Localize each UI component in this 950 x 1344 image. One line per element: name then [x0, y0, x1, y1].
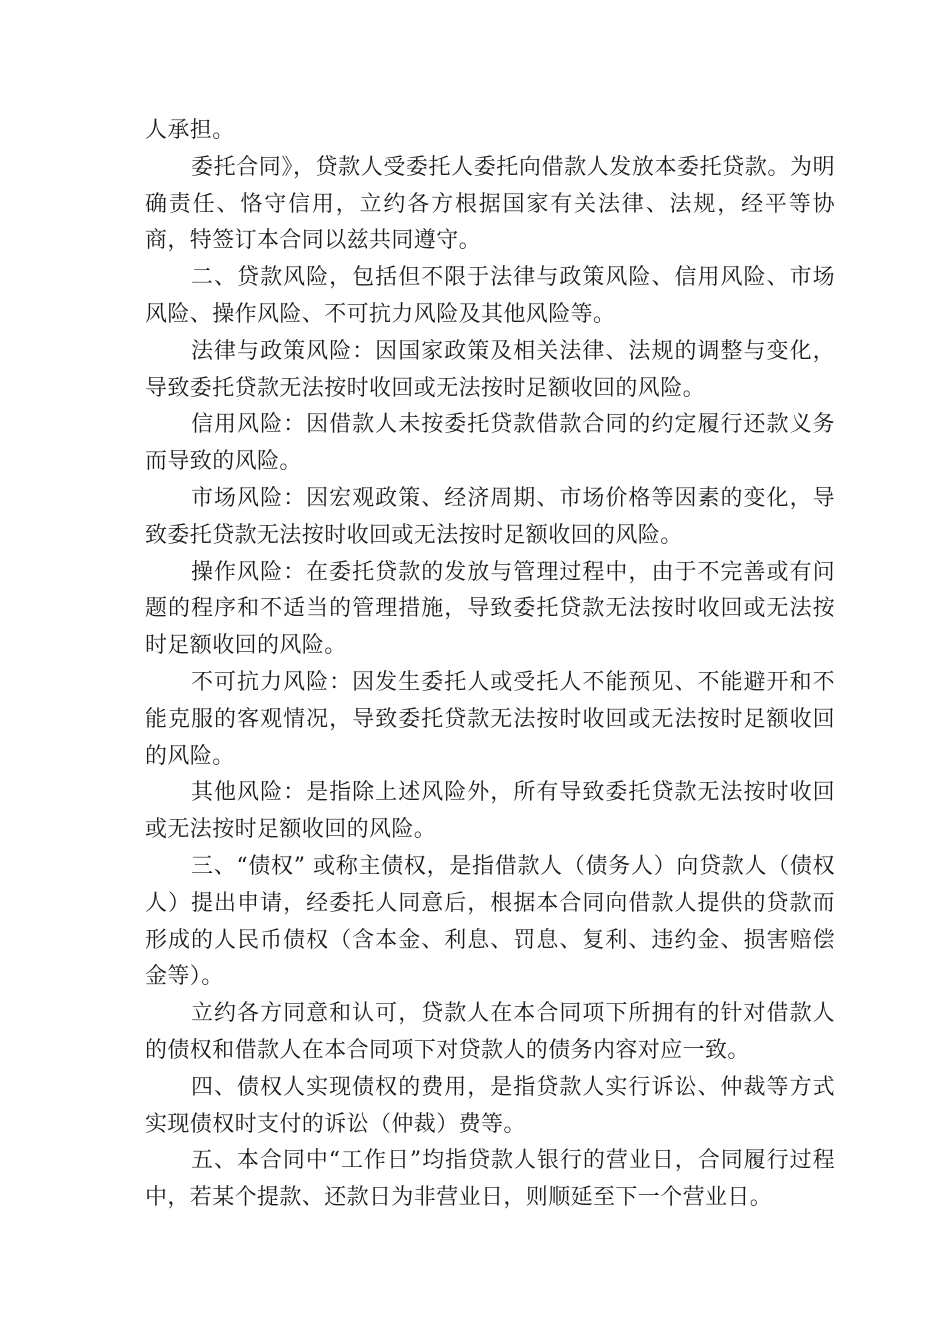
document-page	[145, 113, 835, 1217]
paragraph-market-risk: 市场风险：因宏观政策、经济周期、市场价格等因素的变化，导致委托贷款无法按时收回或无法按时足额收回的风险。	[145, 485, 835, 548]
paragraph-enforcement-costs: 四、债权人实现债权的费用，是指贷款人实行诉讼、仲裁等方式实现债权时支付的诉讼（仲裁）费等。	[145, 1074, 835, 1137]
paragraph-loan-risk: 二、贷款风险，包括但不限于法律与政策风险、信用风险、市场风险、操作风险、不可抗力风险及其他风险等。	[145, 265, 835, 327]
paragraph-continuation: 人承担。	[145, 118, 235, 143]
paragraph-other-risk: 其他风险：是指除上述风险外，所有导致委托贷款无法按时收回或无法按时足额收回的风险。	[145, 780, 835, 843]
paragraph-preamble: 委托合同》，贷款人受委托人委托向借款人发放本委托贷款。为明确责任、恪守信用，立约各方根据国家有关法律、法规，经平等协商，特签订本合同以兹共同遵守。	[145, 154, 835, 254]
paragraph-force-majeure-risk: 不可抗力风险：因发生委托人或受托人不能预见、不能避开和不能克服的客观情况，导致委托贷款无法按时收回或无法按时足额收回的风险。	[145, 669, 835, 769]
paragraph-legal-policy-risk: 法律与政策风险：因国家政策及相关法律、法规的调整与变化，导致委托贷款无法按时收回或无法按时足额收回的风险。	[145, 338, 835, 401]
paragraph-operational-risk: 操作风险：在委托贷款的发放与管理过程中，由于不完善或有问题的程序和不适当的管理措施，导致委托贷款无法按时收回或无法按时足额收回的风险。	[145, 559, 835, 659]
paragraph-creditor-rights: 三、“债权” 或称主债权，是指借款人（债务人）向贷款人（债权人）提出申请，经委托人同意后，根据本合同向借款人提供的贷款而形成的人民币债权（含本金、利息、罚息、复利、违约金、损害赔偿金等）。	[145, 853, 835, 990]
paragraph-working-day: 五、本合同中“工作日”均指贷款人银行的营业日，合同履行过程中，若某个提款、还款日为非营业日，则顺延至下一个营业日。	[145, 1148, 835, 1211]
paragraph-credit-risk: 信用风险：因借款人未按委托贷款借款合同的约定履行还款义务而导致的风险。	[145, 412, 835, 475]
paragraph-consent: 立约各方同意和认可，贷款人在本合同项下所拥有的针对借款人的债权和借款人在本合同项下对贷款人的债务内容对应一致。	[145, 1001, 835, 1063]
